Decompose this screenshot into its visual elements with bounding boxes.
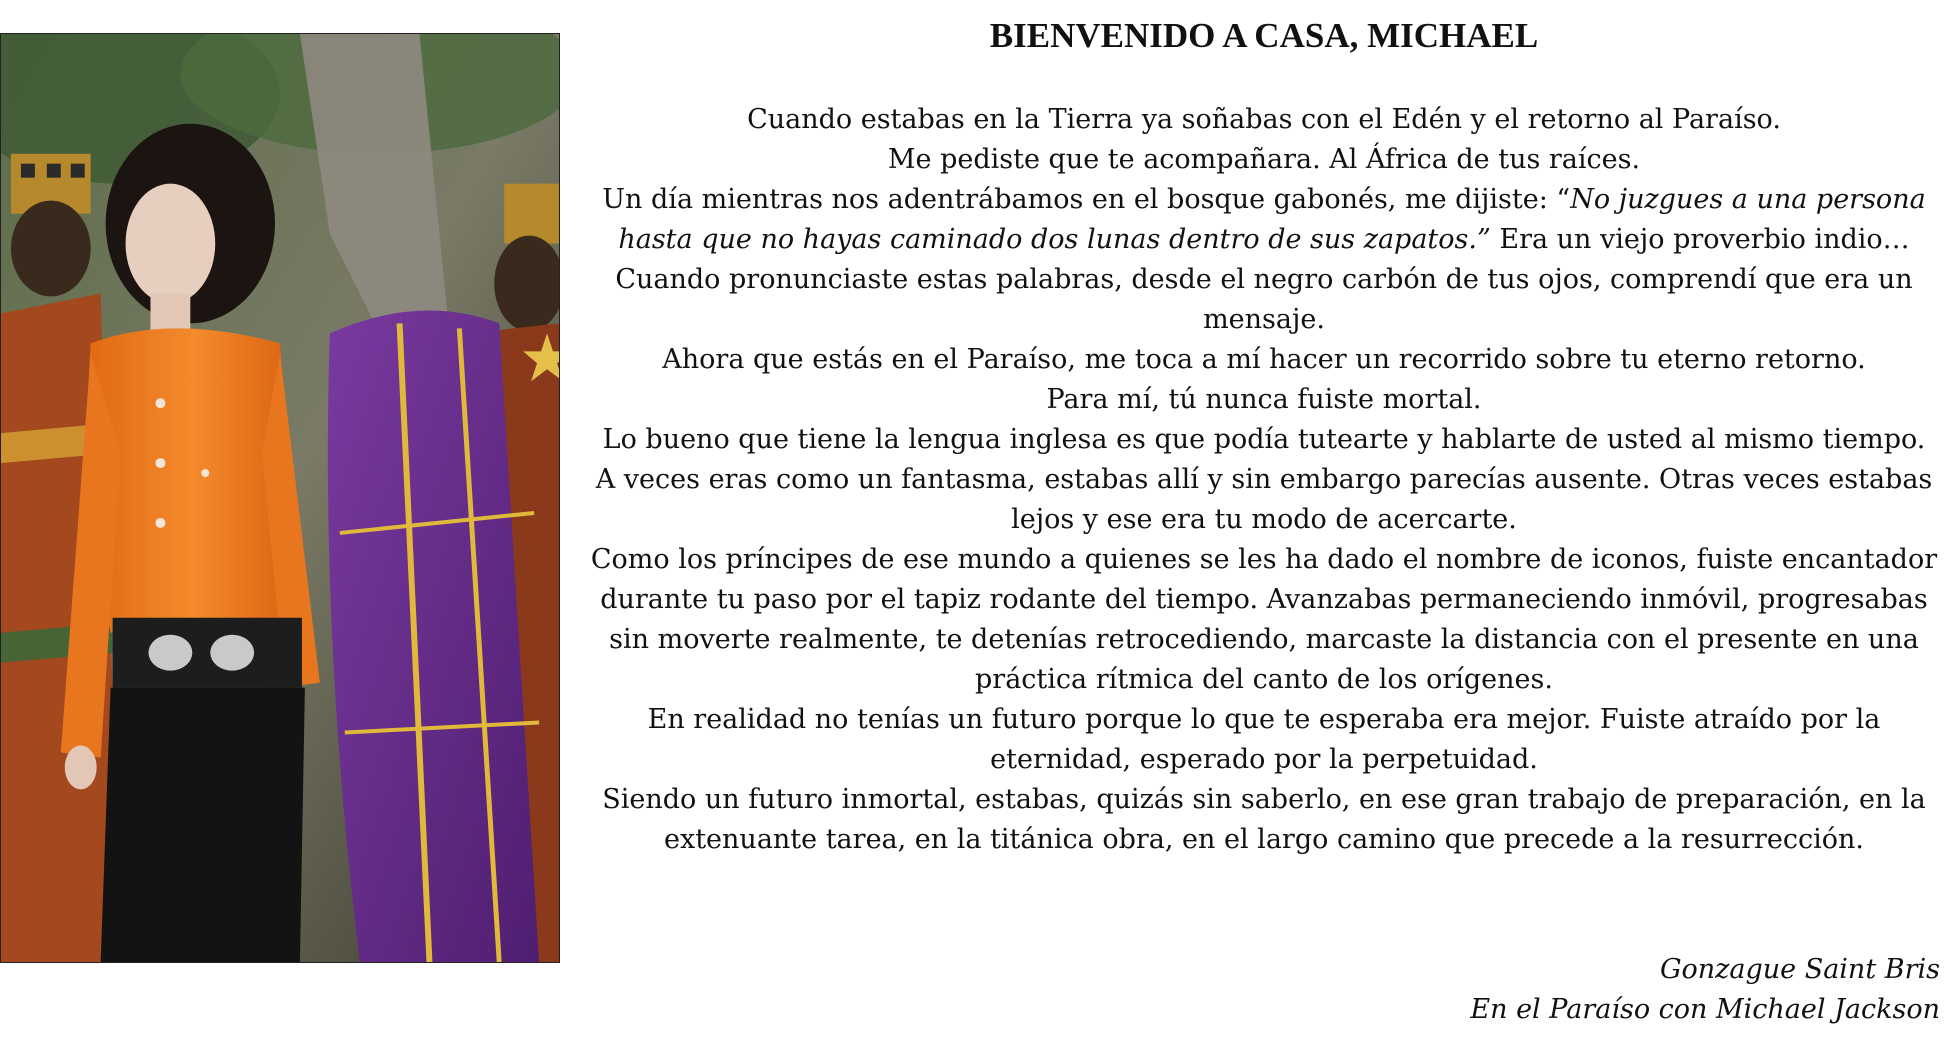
paragraph: Lo bueno que tiene la lengua inglesa es que podía tutearte y hablarte de usted al mismo tiempo.: [602, 424, 1926, 455]
paragraph: Para mí, tú nunca fuiste mortal.: [1046, 384, 1482, 415]
proverb-quote: No juzgues a una persona hasta que no hayas caminado dos lunas dentro de sus zapatos.”: [618, 184, 1926, 255]
paragraph-text: Era un viejo proverbio indio… Cuando pronunciaste estas palabras, desde el negro carbón de tus ojos, comprendí que era un mensaje.: [615, 224, 1913, 335]
signature-author: Gonzague Saint Bris: [1659, 954, 1940, 985]
photo-michael-in-africa: [0, 33, 560, 963]
paragraph: Ahora que estás en el Paraíso, me toca a mí hacer un recorrido sobre tu eterno retorno.: [662, 344, 1866, 375]
paragraph: Me pediste que te acompañara. Al África de tus raíces.: [887, 144, 1641, 175]
signature-book: En el Paraíso con Michael Jackson: [1470, 994, 1940, 1025]
paragraph: En realidad no tenías un futuro porque lo que te esperaba era mejor. Fuiste atraído por la eternidad, esperado por la perpetuidad.: [647, 704, 1881, 775]
paragraph: A veces eras como un fantasma, estabas allí y sin embargo parecías ausente. Otras veces estabas lejos y ese era tu modo de acercarte.: [595, 464, 1933, 535]
paragraph: Cuando estabas en la Tierra ya soñabas con el Edén y el retorno al Paraíso.: [747, 104, 1781, 135]
paragraph: Siendo un futuro inmortal, estabas, quizás sin saberlo, en ese gran trabajo de preparación, en la extenuante tarea, en la titánica obra, en el largo camino que precede a la resurrección.: [602, 784, 1926, 855]
article: [588, 14, 1940, 1034]
paragraph-text: Un día mientras nos adentrábamos en el bosque gabonés, me dijiste: “: [602, 184, 1571, 215]
article-title: BIENVENIDO A CASA, MICHAEL: [989, 16, 1539, 55]
article-body: [588, 100, 1940, 860]
photo-illustration: [1, 34, 559, 962]
paragraph-with-quote: [588, 180, 1940, 340]
paragraph: Como los príncipes de ese mundo a quienes se les ha dado el nombre de iconos, fuiste encantador durante tu paso por el tapiz rodante del tiempo. Avanzabas permaneciendo inmóvil, progresabas sin moverte realmente, te detenías retrocediendo, marcaste la distancia con el presente en una práctica rítmica del canto de los orígenes.: [590, 544, 1938, 695]
signature: [1470, 950, 1940, 1030]
